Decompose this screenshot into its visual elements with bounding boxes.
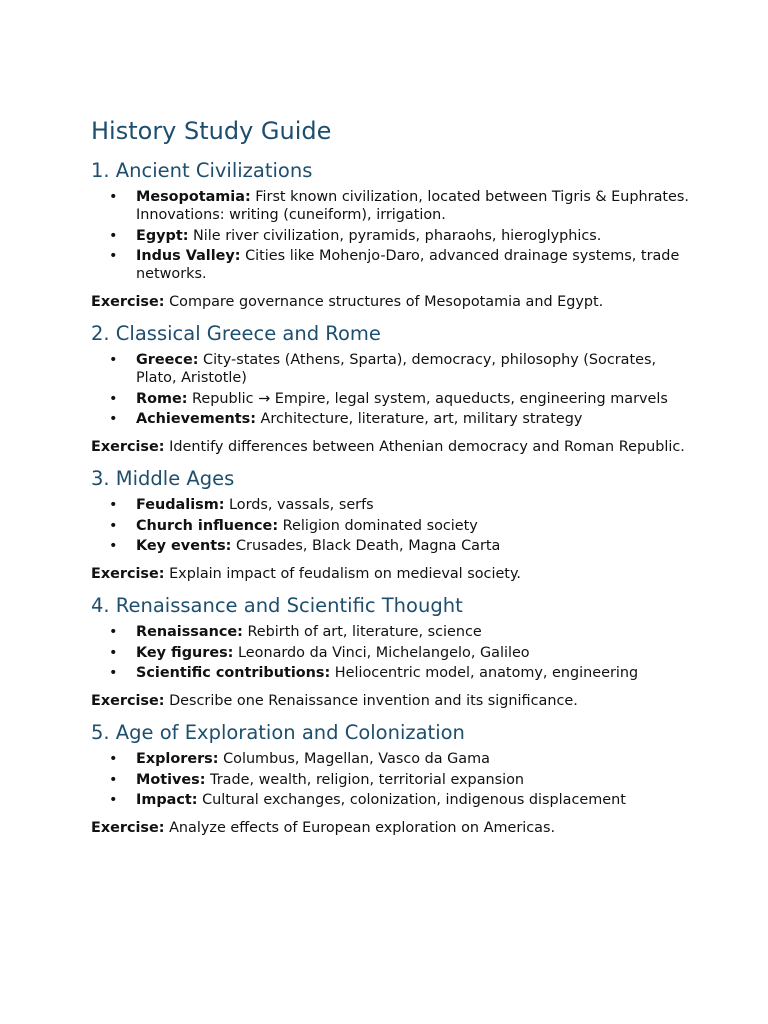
exercise [91, 565, 691, 583]
list-item [91, 496, 691, 514]
item-text: Crusades, Black Death, Magna Carta [231, 538, 501, 554]
section-heading: 4. Renaissance and Scientific Thought [91, 594, 463, 617]
exercise-text: Identify differences between Athenian democracy and Roman Republic. [164, 439, 685, 455]
item-text: Rebirth of art, literature, science [242, 624, 482, 640]
item-text: Nile river civilization, pyramids, pharaohs, hieroglyphics. [188, 227, 602, 244]
item-text: Religion dominated society [278, 517, 478, 534]
item-term: Church influence: [136, 517, 279, 534]
list-item [91, 247, 691, 283]
bullet-icon: • [109, 390, 118, 407]
item-term: Feudalism: [136, 497, 225, 513]
exercise-text: Explain impact of feudalism on medieval society. [164, 566, 521, 582]
exercise-text: Describe one Renaissance invention and its significance. [164, 693, 578, 709]
item-text: Republic → Empire, legal system, aqueducts, engineering marvels [187, 390, 668, 407]
bullet-list [91, 623, 691, 682]
item-term: Mesopotamia: [136, 189, 251, 205]
exercise-label: Exercise: [91, 439, 165, 455]
section-ancient-civilizations [91, 158, 691, 311]
item-text: Leonardo da Vinci, Michelangelo, Galileo [233, 644, 530, 661]
exercise [91, 293, 691, 311]
bullet-icon: • [109, 624, 118, 640]
list-item [91, 188, 691, 224]
exercise [91, 819, 691, 837]
list-item [91, 227, 691, 245]
list-item [91, 517, 691, 535]
item-term: Scientific contributions: [136, 665, 331, 681]
bullet-list [91, 188, 691, 283]
section-heading: 5. Age of Exploration and Colonization [91, 721, 465, 744]
bullet-icon: • [109, 227, 118, 244]
list-item [91, 771, 691, 789]
item-term: Achievements: [136, 411, 256, 427]
list-item [91, 644, 691, 662]
section-heading: 2. Classical Greece and Rome [91, 322, 381, 345]
item-term: Indus Valley: [136, 248, 241, 264]
item-term: Rome: [136, 390, 188, 407]
bullet-icon: • [109, 644, 118, 661]
exercise-label: Exercise: [91, 693, 165, 709]
bullet-icon: • [109, 665, 118, 681]
list-item [91, 537, 691, 555]
bullet-icon: • [109, 248, 118, 264]
bullet-icon: • [109, 189, 118, 205]
list-item [91, 623, 691, 641]
item-term: Egypt: [136, 227, 189, 244]
list-item [91, 791, 691, 809]
exercise [91, 438, 691, 456]
section-heading: 1. Ancient Civilizations [91, 159, 313, 182]
page-title: History Study Guide [91, 117, 332, 145]
item-text: Trade, wealth, religion, territorial expansion [205, 771, 525, 788]
list-item [91, 351, 691, 387]
bullet-icon: • [109, 771, 118, 788]
item-term: Motives: [136, 771, 206, 788]
item-term: Key events: [136, 538, 232, 554]
bullet-icon: • [109, 538, 118, 554]
exercise-text: Compare governance structures of Mesopotamia and Egypt. [164, 294, 604, 310]
item-text: Cultural exchanges, colonization, indigenous displacement [197, 792, 626, 808]
exercise-text: Analyze effects of European exploration on Americas. [164, 820, 556, 836]
bullet-icon: • [109, 497, 118, 513]
exercise-label: Exercise: [91, 820, 165, 836]
section-classical-greece-rome [91, 321, 691, 456]
list-item [91, 390, 691, 408]
bullet-icon: • [109, 792, 118, 808]
item-term: Greece: [136, 352, 199, 368]
exercise-label: Exercise: [91, 294, 165, 310]
item-text: Architecture, literature, art, military strategy [255, 411, 583, 427]
item-term: Key figures: [136, 644, 234, 661]
item-text: City-states (Athens, Sparta), democracy, philosophy (Socrates, Plato, Aristotle) [136, 352, 657, 386]
item-text: First known civilization, located between Tigris & Euphrates. Innovations: writing (cuneiform), irrigation. [136, 189, 689, 223]
bullet-list [91, 351, 691, 428]
item-term: Impact: [136, 792, 198, 808]
bullet-icon: • [109, 352, 118, 368]
item-text: Lords, vassals, serfs [224, 497, 374, 513]
section-age-of-exploration [91, 720, 691, 837]
bullet-list [91, 750, 691, 809]
section-renaissance [91, 593, 691, 710]
bullet-icon: • [109, 411, 118, 427]
exercise [91, 692, 691, 710]
section-heading: 3. Middle Ages [91, 467, 235, 490]
list-item [91, 410, 691, 428]
list-item [91, 750, 691, 768]
bullet-list [91, 496, 691, 555]
section-middle-ages [91, 466, 691, 583]
bullet-icon: • [109, 751, 118, 767]
item-text: Cities like Mohenjo-Daro, advanced drainage systems, trade networks. [136, 248, 680, 282]
item-term: Renaissance: [136, 624, 243, 640]
item-text: Heliocentric model, anatomy, engineering [330, 665, 639, 681]
item-term: Explorers: [136, 751, 219, 767]
list-item [91, 664, 691, 682]
document-page [91, 114, 691, 847]
item-text: Columbus, Magellan, Vasco da Gama [218, 751, 490, 767]
exercise-label: Exercise: [91, 566, 165, 582]
bullet-icon: • [109, 517, 118, 534]
